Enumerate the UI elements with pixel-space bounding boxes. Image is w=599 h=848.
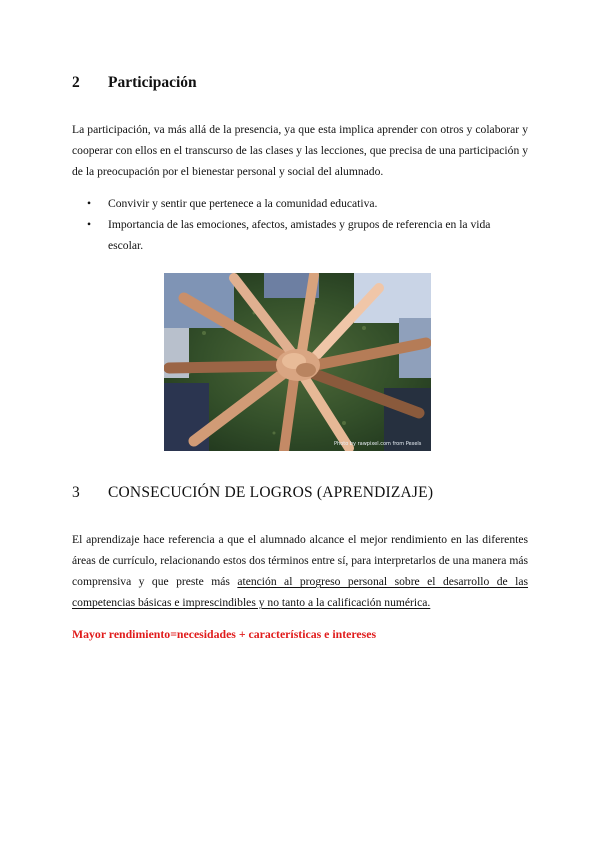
photo-credit: Photo by rawpixel.com from Pexels	[334, 441, 422, 447]
section-title: Participación	[108, 74, 197, 91]
learning-paragraph: El aprendizaje hace referencia a que el alumnado alcance el mejor rendimiento en las diferentes áreas de currículo, relacionando estos dos términos entre sí, para interpretarlos de una manera más comprensiva y que preste más atención al progreso personal sobre el desarrollo de las competencias básicas e imprescindibles y no tanto a la calificación numérica.	[72, 533, 529, 609]
list-item: • Convivir y sentir que pertenece a la comunidad educativa.	[72, 193, 528, 214]
section-2-heading	[72, 74, 197, 92]
section-number: 3	[72, 484, 80, 501]
participation-paragraph: La participación, va más allá de la presencia, ya que esta implica aprender con otros y colaborar y cooperar con ellos en el transcurso de las clases y las lecciones, que precisa de una participación y de la preocupación por el bienestar personal y social del alumnado.	[72, 123, 528, 178]
section-3-heading	[72, 484, 433, 502]
team-hands-photo	[164, 273, 431, 451]
bullet-list	[72, 193, 528, 256]
section-number: 2	[72, 74, 80, 91]
underlined-text: atención al progreso personal sobre el desarrollo de las competencias básicas e imprescindibles y no tanto a la calificación numérica.	[72, 575, 529, 609]
list-item: • Importancia de las emociones, afectos, amistades y grupos de referencia en la vida escolar.	[72, 214, 528, 256]
bullet-icon: •	[87, 218, 92, 231]
highlight-formula: Mayor rendimiento=necesidades + características e intereses	[72, 627, 377, 641]
section-title: CONSECUCIÓN DE LOGROS (APRENDIZAJE)	[108, 484, 434, 501]
bullet-icon: •	[87, 197, 92, 210]
